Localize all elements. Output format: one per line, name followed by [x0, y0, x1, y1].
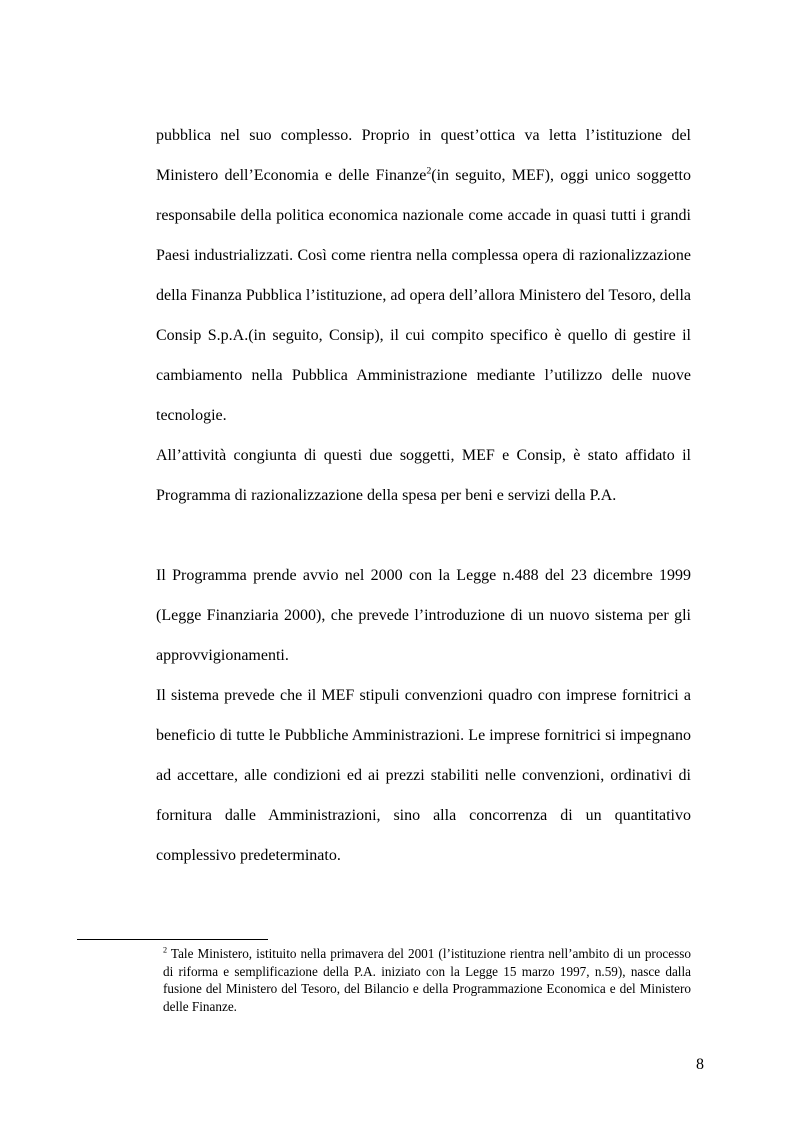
paragraph-2: All’attività congiunta di questi due soggetti, MEF e Consip, è stato affidato il Programma di razionalizzazione della spesa per beni e servizi della P.A.	[156, 447, 691, 504]
footnote	[163, 945, 691, 1015]
footnote-number: 2	[163, 945, 168, 955]
footnote-text: Tale Ministero, istituito nella primavera del 2001 (l’istituzione rientra nell’ambito di un processo di riforma e semplificazione della P.A. iniziato con la Legge 15 marzo 1997, n.59), nasce dalla fusione del Ministero del Tesoro, del Bilancio e della Programmazione Economica e del Ministero delle Finanze.	[163, 946, 691, 1014]
paragraph-4: Il sistema prevede che il MEF stipuli convenzioni quadro con imprese fornitrici a beneficio di tutte le Pubbliche Amministrazioni. Le imprese fornitrici si impegnano ad accettare, alle condizioni ed ai prezzi stabiliti nelle convenzioni, ordinativi di fornitura dalle Amministrazioni, sino alla concorrenza di un quantitativo complessivo predeterminato.	[156, 687, 691, 864]
paragraph-1-text-end: (in seguito, MEF), oggi unico soggetto responsabile della politica economica nazionale come accade in quasi tutti i grandi Paesi industrializzati. Così come rientra nella complessa opera di razionalizzazione della Finanza Pubblica l’istituzione, ad opera dell’allora Ministero del Tesoro, della Consip S.p.A.(in seguito, Consip), il cui compito specifico è quello di gestire il cambiamento nella Pubblica Amministrazione mediante l’utilizzo delle nuove tecnologie.	[156, 167, 692, 424]
footnote-reference[interactable]: 2	[426, 165, 432, 177]
page-number: 8	[696, 1056, 704, 1073]
paragraph-spacer	[156, 516, 691, 556]
body-text	[156, 116, 691, 876]
paragraph-1	[156, 116, 691, 436]
footnote-separator	[77, 939, 268, 940]
paragraph-1-text-start: pubblica nel suo complesso. Proprio in quest’ottica va letta l’istituzione del Ministero dell’Economia e delle Finanze	[156, 127, 691, 184]
paragraph-3: Il Programma prende avvio nel 2000 con la Legge n.488 del 23 dicembre 1999 (Legge Finanziaria 2000), che prevede l’introduzione di un nuovo sistema per gli approvvigionamenti.	[156, 567, 691, 664]
